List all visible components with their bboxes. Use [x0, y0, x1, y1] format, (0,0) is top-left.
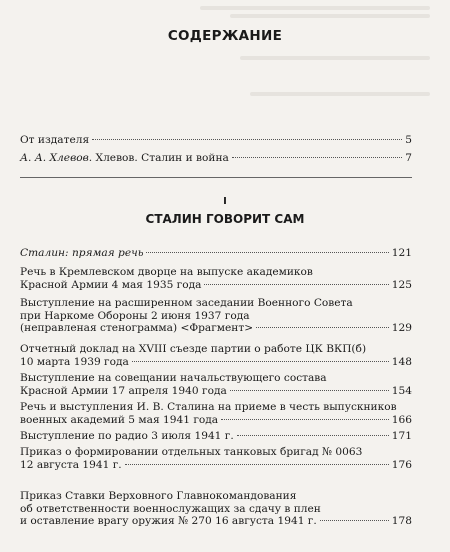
dot-leader: [92, 139, 402, 140]
toc-entry: [20, 152, 412, 165]
bleed-through-text: [230, 14, 430, 18]
toc-entry-page: 176: [391, 458, 412, 471]
toc-entry: [20, 430, 412, 443]
toc-entry: [20, 372, 412, 397]
toc-entry: [20, 490, 412, 528]
section-title: СТАЛИН ГОВОРИТ САМ: [145, 212, 305, 226]
toc-entry-page: 129: [391, 322, 412, 335]
toc-entry-line: Речь в Кремлевском дворце на выпуске академиков: [20, 266, 313, 278]
section-divider: [20, 177, 412, 178]
toc-entry: [20, 343, 412, 368]
section-number: I: [223, 196, 227, 207]
dot-leader: [221, 419, 389, 420]
toc-entry-line: и оставление врагу оружия № 270 16 августа 1941 г.: [20, 515, 317, 528]
toc-entry-line: Приказ Ставки Верховного Главнокомандования: [20, 490, 297, 502]
toc-entry-line: Отчетный доклад на XVIII съезде партии о работе ЦК ВКП(б): [20, 343, 367, 355]
toc-entry: [20, 401, 412, 426]
bleed-through-text: [250, 92, 430, 96]
toc-entry-line: 10 марта 1939 года: [20, 355, 129, 368]
toc-entry-line: Красной Армии 4 мая 1935 года: [20, 278, 202, 291]
toc-entry-line: (неправленая стенограмма) <Фрагмент>: [20, 322, 254, 335]
toc-entry: [20, 247, 412, 260]
toc-entry-title: Сталин: прямая речь: [20, 247, 144, 259]
toc-entry: [20, 446, 412, 471]
toc-entry-line: Выступление на совещании начальствующего состава: [20, 372, 327, 384]
toc-entry: [20, 297, 412, 335]
toc-entry-page: 121: [391, 247, 412, 259]
toc-entry-line: Красной Армии 17 апреля 1940 года: [20, 384, 227, 397]
toc-entry-page: 154: [391, 384, 412, 397]
toc-entry-line: об ответственности военнослужащих за сдачу в плен: [20, 502, 321, 515]
toc-entry-page: 7: [405, 152, 412, 164]
dot-leader: [237, 435, 389, 436]
dot-leader: [230, 390, 389, 391]
toc-entry-line: Речь и выступления И. В. Сталина на приеме в честь выпускников: [20, 401, 397, 413]
toc-entry-line: Выступление на расширенном заседании Военного Совета: [20, 297, 353, 309]
toc-entry-page: 171: [391, 430, 412, 442]
toc-entry-page: 178: [391, 515, 412, 528]
toc-entry-title: Хлевов. Сталин и война: [95, 152, 229, 164]
toc-entry: [20, 266, 412, 291]
page-title: СОДЕРЖАНИЕ: [167, 28, 283, 44]
toc-entry-line: при Наркоме Обороны 2 июня 1937 года: [20, 309, 250, 322]
dot-leader: [146, 252, 388, 253]
toc-entry-line: военных академий 5 мая 1941 года: [20, 413, 219, 426]
toc-entry-page: 125: [391, 278, 412, 291]
dot-leader: [204, 284, 388, 285]
toc-entry-title: Выступление по радио 3 июля 1941 г.: [20, 430, 234, 442]
dot-leader: [256, 327, 389, 328]
dot-leader: [320, 520, 389, 521]
toc-entry: [20, 134, 412, 147]
dot-leader: [125, 464, 389, 465]
toc-entry-line: 12 августа 1941 г.: [20, 458, 122, 471]
bleed-through-text: [200, 6, 430, 10]
dot-leader: [132, 361, 389, 362]
toc-entry-author: А. А. Хлевов.: [20, 152, 93, 164]
toc-entry-page: 148: [391, 355, 412, 368]
bleed-through-text: [240, 56, 430, 60]
toc-entry-page: 5: [405, 134, 412, 146]
toc-entry-line: Приказ о формировании отдельных танковых бригад № 0063: [20, 446, 363, 458]
dot-leader: [232, 157, 402, 158]
toc-entry-title: От издателя: [20, 134, 90, 146]
toc-entry-page: 166: [391, 413, 412, 426]
